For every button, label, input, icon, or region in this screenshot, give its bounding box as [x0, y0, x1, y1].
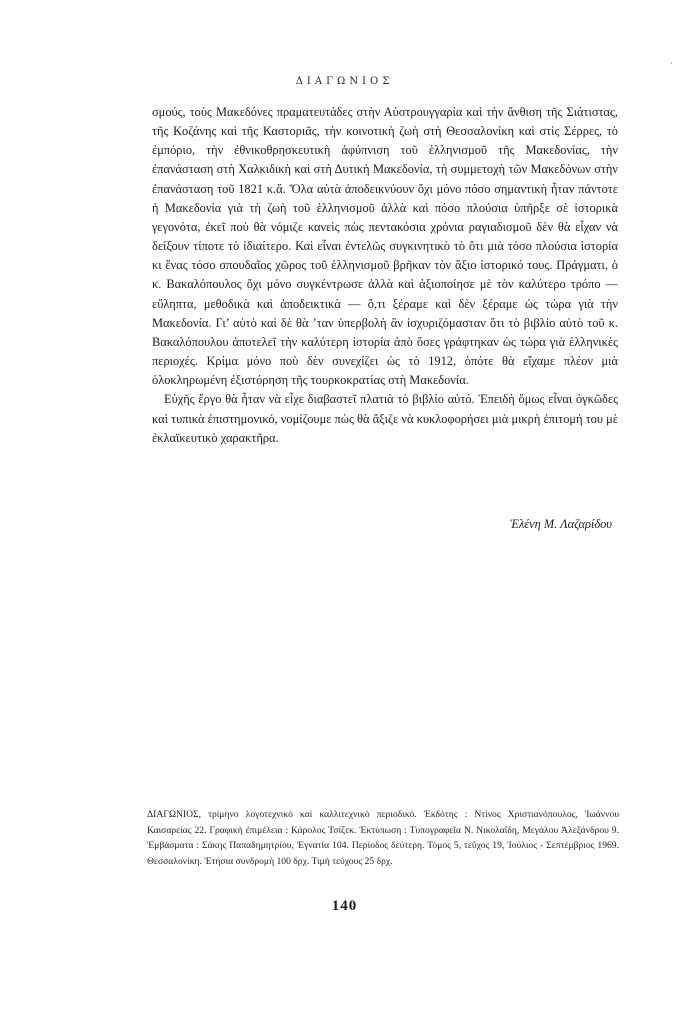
margin-mark: ’ [670, 62, 673, 72]
paragraph-2: Εὐχῆς ἔργο θὰ ἦταν νὰ εἶχε διαβαστεῖ πλατιὰ τὸ βιβλίο αὐτό. Ἐπειδὴ ὅμως εἶναι ὀγκῶδες καὶ τυπικὰ ἐπιστημονικό, νομίζουμε πὼς θὰ ἄξιζε νὰ κυκλοφορήσει μιὰ μικρὴ ἐπιτομή του μὲ ἐκλαϊκευτικὸ χαρακτῆρα. [152, 392, 618, 445]
article-body [152, 103, 618, 448]
author-signature: Ἑλένη Μ. Λαζαρίδου [510, 517, 612, 531]
running-head: ΔΙΑΓΩΝΙΟΣ [295, 76, 394, 87]
paragraph-1: σμούς, τοὺς Μακεδόνες πραματευτάδες στὴν Αὐστρουγγαρία καὶ τὴν ἄνθιση τῆς Σιάτιστας, τῆς Κοζάνης καὶ τῆς Καστοριᾶς, τὴν κοινοτικὴ ζωὴ στὴ Θεσσαλονίκη καὶ στὶς Σέρρες, τὸ ἐμπόριο, τὴν ἐθνικοθρησκευτικὴ ἀφύπνιση τοῦ ἑλληνισμοῦ τῆς Μακεδονίας, τὴν ἐπανάσταση στὴ Χαλκιδικὴ καὶ στὴ Δυτικὴ Μακεδονία, τὴ συμμετοχὴ τῶν Μακεδόνων στὴν ἐπανάσταση τοῦ 1821 κ.ἄ. Ὅλα αὐτὰ ἀποδεικνύουν ὄχι μόνο πόσο σημαντικὴ ἦταν πάντοτε ἡ Μακεδονία γιὰ τὴ ζωὴ τοῦ ἑλληνισμοῦ ἀλλὰ καὶ πόσο πλούσια ὑπῆρξε σὲ ἱστορικὰ γεγονότα, ἐκεῖ ποὺ θὰ νόμιζε κανεὶς πὼς πεντακόσια χρόνια ραγιαδισμοῦ δὲν θὰ εἶχαν νὰ δείξουν τίποτε τὸ ἰδιαίτερο. Καὶ εἶναι ἐντελῶς συγκινητικὸ τὸ ὅτι μιὰ τόσο πλούσια ἱστορία κι ἕνας τόσο σπουδαῖος χῶρος τοῦ ἑλληνισμοῦ βρῆκαν τὸν ἄξιο ἱστορικό τους. Πράγματι, ὁ κ. Βακαλόπουλος ὄχι μόνο συγκέντρωσε ἀλλὰ καὶ ἀξιοποίησε μὲ τὸν καλύτερο τρόπο — εὔληπτα, μεθοδικὰ καὶ ἀποδεικτικὰ — ὅ,τι ξέραμε καὶ δὲν ξέραμε ὡς τώρα γιὰ τὴν Μακεδονία. Γι’ αὐτὸ καὶ δὲ θὰ ’ταν ὑπερβολὴ ἂν ἰσχυριζόμασταν ὅτι τὸ βιβλίο αὐτὸ τοῦ κ. Βακαλόπουλου ἀποτελεῖ τὴν καλύτερη ἱστορία ἀπὸ ὅσες γράφτηκαν ὡς τώρα γιὰ ἑλληνικὲς περιοχές. Κρίμα μόνο ποὺ δὲν συνεχίζει ὡς τὸ 1912, ὁπότε θὰ εἴχαμε πλέον μιὰ ὁλοκληρωμένη ἐξιστόρηση τῆς τουρκοκρατίας στὴ Μακεδονία. [152, 105, 618, 388]
page-number: 140 [331, 898, 358, 914]
publication-imprint: ΔΙΑΓΩΝΙΟΣ, τρίμηνο λογοτεχνικὸ καὶ καλλιτεχνικὸ περιοδικό. Ἐκδότης : Ντίνος Χριστιανόπουλος, Ἰωάννου Καισαρείας 22. Γραφικὴ ἐπιμέλεια : Κάρολος Τσίζεκ. Ἐκτύπωση : Τυπογραφεῖα Ν. Νικολαΐδη, Μεγάλου Ἀλεξάνδρου 9. Ἐμβάσματα : Σάκης Παπαδημητρίου, Ἐγνατία 104. Περίοδος δεύτερη. Τόμος 5, τεῦχος 19, Ἰούλιος - Σεπτέμβριος 1969. Θεσσαλονίκη. Ἐτήσια συνδρομὴ 100 δρχ. Τιμὴ τεύχους 25 δρχ. [147, 809, 619, 867]
